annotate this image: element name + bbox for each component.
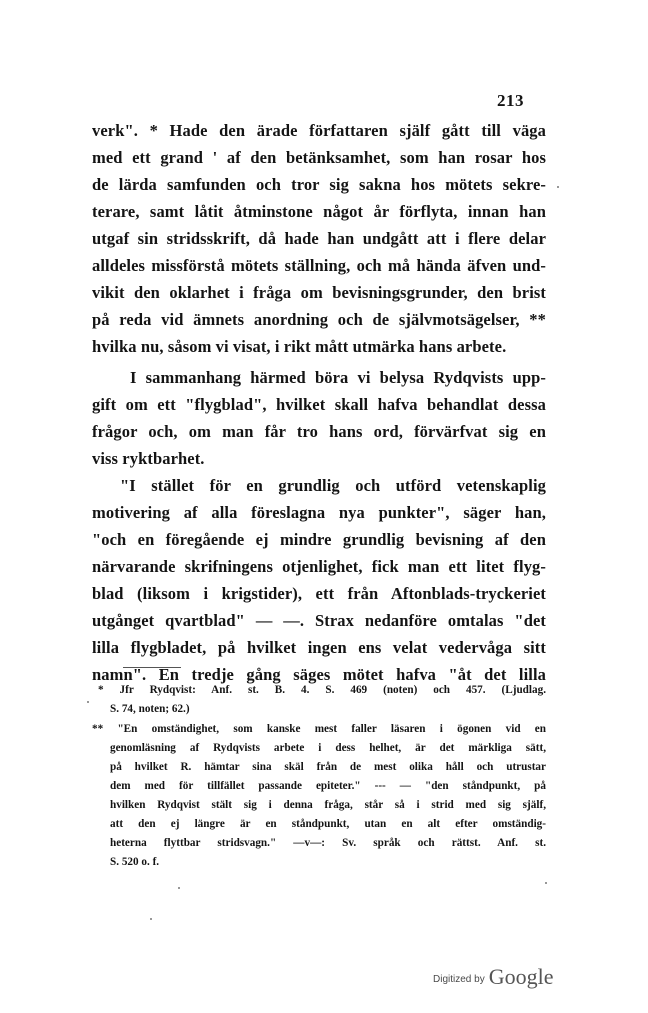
- text-line: hvilka nu, såsom vi visat, i rikt mått utmärka hans arbete.: [92, 337, 507, 356]
- text-line: namn". En tredje gång säges mötet hafva "åt det lilla: [92, 665, 546, 684]
- footnote-line: S. 74, noten; 62.): [110, 703, 190, 715]
- footnote-line: ** "En omständighet, som kanske mest faller läsaren i ögonen vid en: [92, 723, 546, 735]
- text-line: "och en föregående ej mindre grundlig bevisning af den: [92, 530, 546, 549]
- text-line: terare, samt låtit åtminstone något år förflyta, innan han: [92, 202, 546, 221]
- scan-speck: [545, 882, 547, 884]
- text-line: verk". * Hade den ärade författaren själf gått till väga: [92, 121, 546, 140]
- text-line: med ett grand ' af den betänksamhet, som han rosar hos: [92, 148, 546, 167]
- text-line: alldeles missförstå mötets ställning, och må hända äfven und-: [92, 256, 546, 275]
- text-line: de lärda samfunden och tror sig sakna hos mötets sekre-: [92, 175, 546, 194]
- text-line: viss ryktbarhet.: [92, 449, 205, 468]
- text-line: frågor och, om man får tro hans ord, förvärfvat sig en: [92, 422, 546, 441]
- text-line: vikit den oklarhet i fråga om bevisningsgrunder, den brist: [92, 283, 546, 302]
- text-line: gift om ett "flygblad", hvilket skall hafva behandlat dessa: [92, 395, 546, 414]
- footnote-line: genomläsning af Rydqvists arbete i dess helhet, är det märkliga sätt,: [110, 742, 546, 754]
- footnote-line: att den ej längre är en ståndpunkt, utan en alt efter omständig-: [110, 818, 546, 830]
- text-line: motivering af alla föreslagna nya punkter", säger han,: [92, 503, 546, 522]
- google-logo: Google: [488, 964, 554, 989]
- scan-speck: [150, 918, 152, 920]
- footnote-line: dem med för tillfället passande epiteter." --- — "den ståndpunkt, på: [110, 780, 546, 792]
- footnote-line: heterna flyttbar stridsvagn." —v—: Sv. språk och rättst. Anf. st.: [110, 837, 546, 849]
- footnote-line: S. 520 o. f.: [110, 856, 160, 868]
- digitized-by-label: Digitized by: [433, 974, 485, 985]
- page-number: 213: [497, 91, 524, 110]
- footnote-line: hvilken Rydqvist stält sig i denna fråga, står så i strid med sig själf,: [110, 799, 546, 811]
- text-line: blad (liksom i krigstider), ett från Aftonblads-tryckeriet: [92, 584, 546, 603]
- footnote-line: * Jfr Rydqvist: Anf. st. B. 4. S. 469 (noten) och 457. (Ljudlag.: [98, 684, 546, 696]
- text-line: "I stället för en grundlig och utförd vetenskaplig: [120, 476, 546, 495]
- text-line: närvarande skrifningens otjenlighet, fick man ett litet flyg-: [92, 557, 546, 576]
- text-line: utgaf sin stridsskrift, då hade han undgått att i flere delar: [92, 229, 546, 248]
- paragraph-2: [92, 364, 546, 688]
- scan-speck: [557, 186, 559, 188]
- text-line: I sammanhang härmed böra vi belysa Rydqvists upp-: [130, 368, 546, 387]
- text-line: lilla flygbladet, på hvilket ingen ens velat vedervåga sitt: [92, 638, 546, 657]
- footnote-separator: [123, 667, 181, 668]
- scan-speck: [178, 887, 180, 889]
- footnote-2: [92, 720, 546, 872]
- scan-speck: [87, 701, 89, 703]
- paragraph-1: [92, 117, 546, 360]
- text-line: på reda vid ämnets anordning och de självmotsägelser, **: [92, 310, 546, 329]
- text-line: utgånget qvartblad" — —. Strax nedanföre omtalas "det: [92, 611, 546, 630]
- google-watermark: [433, 964, 553, 990]
- footnote-1: [92, 681, 546, 719]
- footnote-line: på hvilket R. hämtar sina skäl från de mest olika håll och utrustar: [110, 761, 546, 773]
